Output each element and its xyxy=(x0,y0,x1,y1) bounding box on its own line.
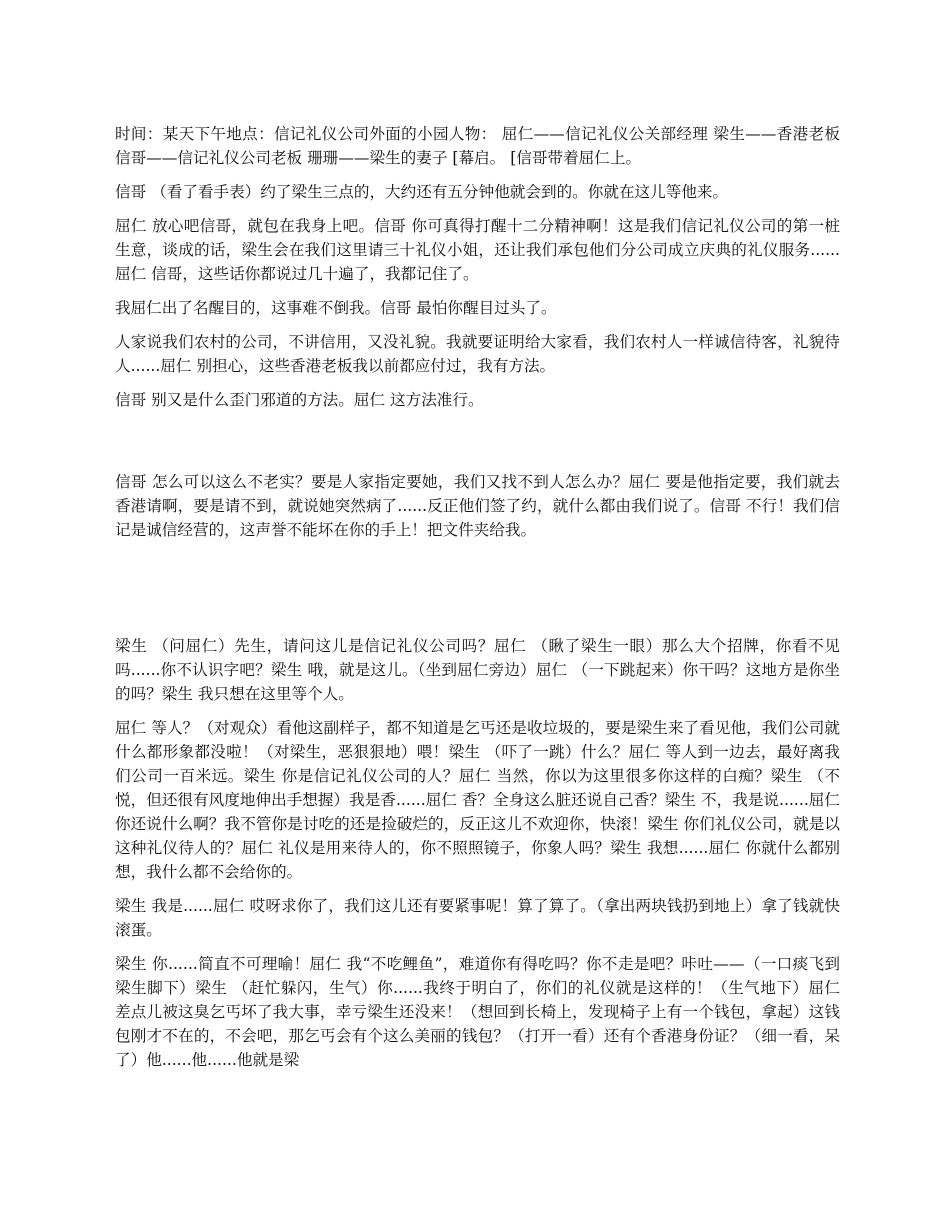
paragraph: 梁生 我是......屈仁 哎呀求你了，我们这儿还有要紧事呢！算了算了。（拿出两块钱扔到地上）拿了钱就快滚蛋。 xyxy=(115,897,840,939)
paragraph: 信哥 别又是什么歪门邪道的方法。屈仁 这方法准行。 xyxy=(115,391,484,409)
paragraph: 人家说我们农村的公司，不讲信用，又没礼貌。我就要证明给大家看，我们农村人一样诚信待客，礼貌待人......屈仁 别担心，这些香港老板我以前都应付过，我有方法。 xyxy=(115,333,840,375)
paragraph: 信哥 怎么可以这么不老实？要是人家指定要她，我们又找不到人怎么办？屈仁 要是他指定要，我们就去香港请啊，要是请不到，就说她突然病了......反正他们签了约，就什么都由我们说了。信哥 不行！我们信记是诚信经营的，这声誉不能坏在你的手上！把文件夹给我。 xyxy=(115,473,840,539)
paragraph-scene-intro: 时间：某天下午地点：信记礼仪公司外面的小园人物： 屈仁——信记礼仪公关部经理 梁生——香港老板 信哥——信记礼仪公司老板 珊珊——梁生的妻子 [幕启。 [信哥带着屈仁上。 xyxy=(115,125,840,167)
paragraph: 我屈仁出了名醒目的，这事难不倒我。信哥 最怕你醒目过头了。 xyxy=(115,299,557,317)
paragraph: 屈仁 等人？（对观众）看他这副样子，都不知道是乞丐还是收垃圾的，要是梁生来了看见他，我们公司就什么都形象都没啦！（对梁生，恶狠狠地）喂！梁生 （吓了一跳）什么？屈仁 等人到一边去，最好离我们公司一百米远。梁生 你是信记礼仪公司的人？屈仁 当然，你以为这里很多你这样的白痴？梁生 （不悦，但还很有风度地伸出手想握）我是香......屈仁 香？全身这么脏还说自己香？梁生 不，我是说......屈仁 你还说什么啊？我不管你是讨吃的还是捡破烂的，反正这儿不欢迎你，快滚！梁生 你们礼仪公司，就是以这种礼仪待人的？屈仁 礼仪是用来待人的，你不照照镜子，你象人吗？梁生 我想......屈仁 你就什么都别想，我什么都不会给你的。 xyxy=(115,719,840,881)
document-body xyxy=(115,122,840,1082)
paragraph: 梁生 （问屈仁）先生，请问这儿是信记礼仪公司吗？屈仁 （瞅了梁生一眼）那么大个招牌，你看不见吗......你不认识字吧？梁生 哦，就是这儿。（坐到屈仁旁边）屈仁 （一下跳起来）你干吗？这地方是你坐的吗？梁生 我只想在这里等个人。 xyxy=(115,637,840,703)
blank-space xyxy=(115,552,840,634)
blank-space xyxy=(115,422,840,470)
paragraph: 梁生 你......简直不可理喻！屈仁 我“不吃鲤鱼”，难道你有得吃吗？你不走是吧？咔吐——（一口痰飞到梁生脚下）梁生 （赶忙躲闪，生气）你......我终于明白了，你们的礼仪就是这样的！（生气地下）屈仁 差点儿被这臭乞丐坏了我大事，幸亏梁生还没来！（想回到长椅上，发现椅子上有一个钱包，拿起）这钱包刚才不在的，不会吧，那乞丐会有个这么美丽的钱包？（打开一看）还有个香港身份证？（细一看，呆了）他......他......他就是梁 xyxy=(115,955,840,1069)
paragraph: 屈仁 放心吧信哥，就包在我身上吧。信哥 你可真得打醒十二分精神啊！这是我们信记礼仪公司的第一桩生意，谈成的话，梁生会在我们这里请三十礼仪小姐，还让我们承包他们分公司成立庆典的礼仪服务......屈仁 信哥，这些话你都说过几十遍了，我都记住了。 xyxy=(115,217,840,283)
paragraph: 信哥 （看了看手表）约了梁生三点的，大约还有五分钟他就会到的。你就在这儿等他来。 xyxy=(115,183,729,201)
